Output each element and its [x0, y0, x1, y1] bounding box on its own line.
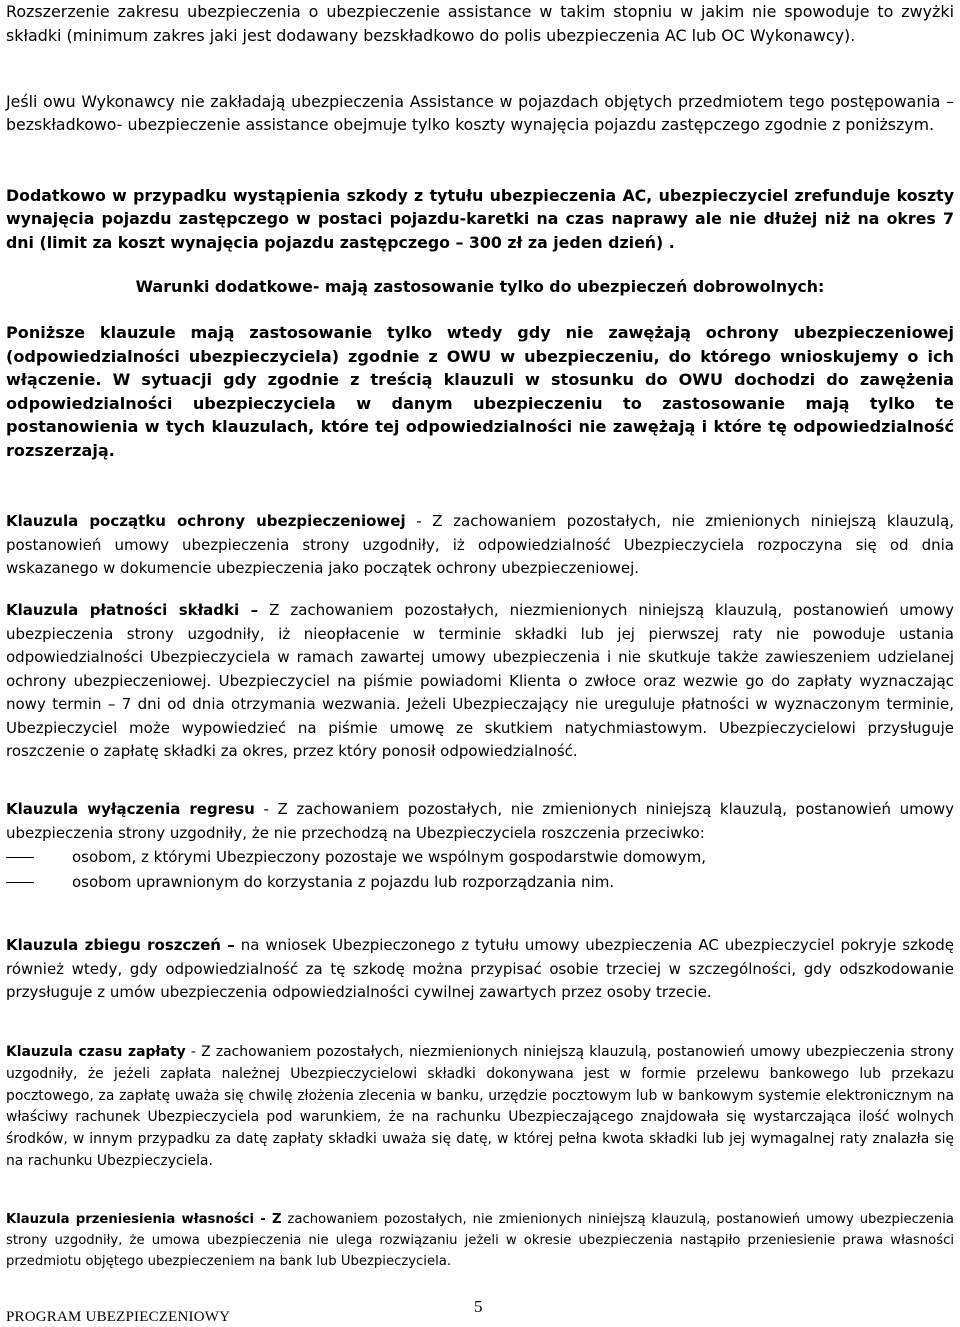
paragraph-replacement-vehicle: Dodatkowo w przypadku wystąpienia szkody z tytułu ubezpieczenia AC, ubezpieczyciel zrefunduje koszty wynajęcia pojazdu zastępczego w postaci pojazdu-karetki na czas naprawy ale nie dłużej niż na okres 7 dni (limit za koszt wynajęcia pojazdu zastępczego – 300 zł za jeden dzień) . [6, 186, 954, 252]
clause-text: - Z zachowaniem pozostałych, nie zmienionych niniejszą klauzulą, postanowień umowy ubezpieczenia strony uzgodniły, że nie przechodzą na Ubezpieczyciela roszczenia przeciwko: [6, 800, 955, 842]
footer-program-label: PROGRAM UBEZPIECZENIOWY [6, 1309, 231, 1325]
clause-text: - Z zachowaniem pozostałych, niezmienionych niniejszą klauzulą, postanowień umowy ubezpieczenia strony uzgodniły, że jeżeli zapłata należnej Ubezpieczycielowi składki dokonywana jest w formie przelewu bankowego lub przekazu pocztowego, za zapłatę uważa się chwilę złożenia zlecenia w banku, urzędzie pocztowym lub w bankowym systemie elektronicznym na właściwy rachunek Ubezpieczyciela pod warunkiem, że na rachunku Ubezpieczającego znajdowała się wystarczająca ilość wolnych środków, w innym przypadku za datę zapłaty składki uważa się datę, w której pełna kwota składki lub jej wymagalnej raty znalazła się na rachunku Ubezpieczyciela. [6, 1044, 954, 1169]
clause-premium-payment [6, 599, 954, 764]
paragraph-assistance-scope: Rozszerzenie zakresu ubezpieczenia o ubezpieczenie assistance w takim stopniu w jakim nie spowoduje to zwyżki składki (minimum zakres jaki jest dodawany bezskładkowo do polis ubezpieczenia AC lub OC Wykonawcy). [6, 2, 954, 45]
clause-paragraph [6, 798, 954, 845]
dash-bullet-icon [6, 857, 34, 858]
paragraph-clauses-intro: Poniższe klauzule mają zastosowanie tylko wtedy gdy nie zawężają ochrony ubezpieczeniowej (odpowiedzialności ubezpieczyciela) zgodnie z OWU w ubezpieczeniu, do którego wnioskujemy o ich włączenie. W sytuacji gdy zgodnie z treścią klauzuli w stosunku do OWU dochodzi do zawężenia odpowiedzialności ubezpieczyciela w danym ubezpieczeniu to zastosowanie mają tylko te postanowienia w tych klauzulach, które tej odpowiedzialności nie zawężają i które tę odpowiedzialność rozszerzają. [6, 323, 954, 460]
clause-text: zachowaniem pozostałych, nie zmienionych niniejszą klauzulą, postanowień umowy ubezpieczenia strony uzgodniły, że umowa ubezpieczenia nie ulega rozwiązaniu jeżeli w okresie ubezpieczenia nastąpiło przeniesienie prawa własności przedmiotu objętego ubezpieczeniem na bank lub Ubezpieczyciela. [6, 1212, 954, 1269]
clause-title: Klauzula płatności składki – [6, 601, 259, 619]
clause-title: Klauzula zbiegu roszczeń – [6, 936, 235, 954]
clause-ownership-transfer [6, 1210, 954, 1272]
clause-list [6, 845, 954, 895]
list-item: osobom uprawnionym do korzystania z pojazdu lub rozporządzania nim. [6, 870, 954, 895]
clause-title: Klauzula czasu zapłaty [6, 1044, 186, 1060]
page-number: 5 [474, 1297, 483, 1316]
clause-recourse-exclusion [6, 798, 954, 895]
clause-payment-time [6, 1042, 954, 1173]
clause-text: - Z zachowaniem pozostałych, nie zmienionych niniejszą klauzulą, postanowień umowy ubezpieczenia strony uzgodniły, iż odpowiedzialność Ubezpieczyciela rozpoczyna się od dnia wskazanego w dokumencie ubezpieczenia jako początek ochrony ubezpieczeniowej. [6, 512, 954, 577]
clause-concurrent-claims [6, 934, 954, 1005]
dash-bullet-icon [6, 882, 34, 883]
list-item: osobom, z którymi Ubezpieczony pozostaje we wspólnym gospodarstwie domowym, [6, 845, 954, 870]
paragraph-assistance-owu: Jeśli owu Wykonawcy nie zakładają ubezpieczenia Assistance w pojazdach objętych przedmiotem tego postępowania – bezskładkowo- ubezpieczenie assistance obejmuje tylko koszty wynajęcia pojazdu zastępczego zgodnie z poniższym. [6, 92, 954, 135]
clause-title: Klauzula początku ochrony ubezpieczeniowej [6, 512, 406, 530]
clause-text: Z zachowaniem pozostałych, niezmienionych niniejszą klauzulą, postanowień umowy ubezpieczenia strony uzgodniły, iż nieopłacenie w terminie składki lub jej pierwszej raty nie powoduje ustania odpowiedzialności Ubezpieczyciela w ramach zawartej umowy ubezpieczenia i nie skutkuje także zawieszeniem udzielanej ochrony ubezpieczeniowej. Ubezpieczyciel na piśmie powiadomi Klienta o zwłoce oraz wezwie go do zapłaty wyznaczając nowy termin – 7 dni od dnia otrzymania wezwania. Jeżeli Ubezpieczający nie ureguluje płatności w wyznaczonym terminie, Ubezpieczyciel może wypowiedzieć na piśmie umowę ze skutkiem natychmiastowym. Ubezpieczycielowi przysługuje roszczenie o zapłatę składki za okres, przez który ponosił odpowiedzialność. [6, 601, 954, 760]
clause-text: na wniosek Ubezpieczonego z tytułu umowy ubezpieczenia AC ubezpieczyciel pokryje szkodę również wtedy, gdy odpowiedzialność za tę szkodę można przypisać osobie trzeciej w szczególności, gdy odszkodowanie przysługuje z umów ubezpieczenia odpowiedzialności cywilnej zawartych przez osoby trzecie. [6, 936, 954, 1001]
clause-title: Klauzula wyłączenia regresu [6, 800, 255, 818]
clause-start-of-coverage [6, 510, 954, 581]
clause-title: Klauzula przeniesienia własności - Z [6, 1212, 282, 1227]
section-heading: Warunki dodatkowe- mają zastosowanie tylko do ubezpieczeń dobrowolnych: [135, 277, 825, 296]
